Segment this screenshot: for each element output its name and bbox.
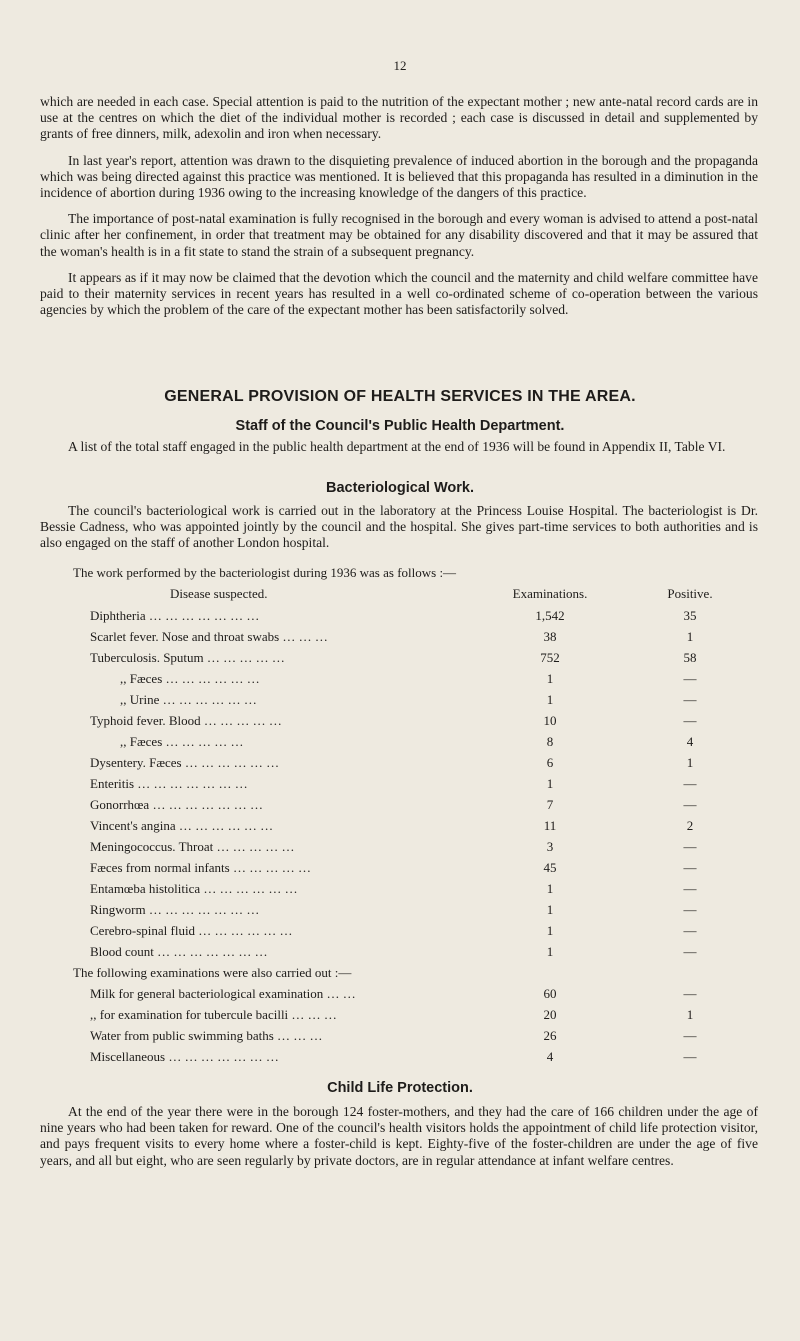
examinations-cell: 1 xyxy=(546,692,554,707)
table-row xyxy=(40,881,760,899)
table-row xyxy=(40,944,760,962)
positive-cell: — xyxy=(683,923,697,938)
bacteriological-text xyxy=(40,503,758,562)
disease-cell: Miscellaneous … … … … … … … xyxy=(90,1049,279,1064)
additional-intro-text: The following examinations were also carried out :— xyxy=(73,965,352,980)
positive-cell: — xyxy=(683,797,697,812)
table-row xyxy=(40,671,760,689)
section-heading-general-provision: GENERAL PROVISION OF HEALTH SERVICES IN THE AREA. xyxy=(164,388,636,405)
table-row xyxy=(40,1007,760,1025)
table-row xyxy=(40,797,760,815)
examinations-cell: 1 xyxy=(546,902,554,917)
disease-cell: ,, for examination for tubercule bacilli … … … xyxy=(90,1007,337,1022)
disease-cell: Diphtheria … … … … … … … xyxy=(90,608,260,623)
disease-cell: Cerebro-spinal fluid … … … … … … xyxy=(90,923,293,938)
examinations-cell: 10 xyxy=(543,713,557,728)
table-row xyxy=(40,629,760,647)
table-header-row xyxy=(40,586,760,604)
disease-cell: Gonorrhœa … … … … … … … xyxy=(90,797,263,812)
disease-cell: ,, Urine … … … … … … xyxy=(120,692,257,707)
bacteriology-table xyxy=(40,565,760,1064)
table-row xyxy=(40,734,760,752)
subheading-staff: Staff of the Council's Public Health Department. xyxy=(235,418,565,434)
page-number: 12 xyxy=(393,58,407,73)
disease-cell: ,, Fæces … … … … … xyxy=(120,734,244,749)
staff-text xyxy=(40,439,758,465)
table-row xyxy=(40,902,760,920)
disease-cell: Meningococcus. Throat … … … … … xyxy=(90,839,295,854)
staff-paragraph: A list of the total staff engaged in the public health department at the end of 1936 will be found in Appendix II, Table VI. xyxy=(68,439,726,454)
examinations-cell: 1,542 xyxy=(535,608,565,623)
examinations-cell: 7 xyxy=(546,797,554,812)
examinations-cell: 3 xyxy=(546,839,554,854)
positive-cell: 4 xyxy=(686,734,694,749)
positive-cell: — xyxy=(683,1049,697,1064)
positive-cell: — xyxy=(683,986,697,1001)
table-row xyxy=(40,692,760,710)
table-row xyxy=(40,713,760,731)
table-row xyxy=(40,839,760,857)
child-paragraph: At the end of the year there were in the borough 124 foster-mothers, and they had the care of 166 children under the age of nine years who had been taken for reward. One of the council's health visitors holds the appointment of child life protection visitor, and pays frequent visits to every home where a foster-child is kept. Eighty-five of the foster-children are under the age of five years, and all but eight, who are seen regularly by private doctors, are in regular attendance at infant welfare centres. xyxy=(40,1104,758,1168)
examinations-cell: 1 xyxy=(546,923,554,938)
examinations-cell: 1 xyxy=(546,671,554,686)
disease-cell: Fæces from normal infants … … … … … xyxy=(90,860,311,875)
positive-cell: 1 xyxy=(686,629,694,644)
intro-paragraph: which are needed in each case. Special attention is paid to the nutrition of the expectant mother ; new ante-natal record cards are in use at the centres on which the diet of the individual mother is recorded ; each case is discussed in detail and supplemented by grants of free dinners, milk, adexolin and iron when necessary. xyxy=(40,94,758,142)
disease-cell: Tuberculosis. Sputum … … … … … xyxy=(90,650,285,665)
positive-cell: — xyxy=(683,839,697,854)
positive-cell: 1 xyxy=(686,755,694,770)
positive-cell: — xyxy=(683,902,697,917)
table-row xyxy=(40,860,760,878)
table-row xyxy=(40,776,760,794)
subheading-child-life-protection: Child Life Protection. xyxy=(327,1080,473,1096)
examinations-cell: 8 xyxy=(546,734,554,749)
examinations-cell: 26 xyxy=(543,1028,557,1043)
disease-cell: Water from public swimming baths … … … xyxy=(90,1028,323,1043)
examinations-cell: 60 xyxy=(543,986,557,1001)
positive-cell: 2 xyxy=(686,818,694,833)
intro-paragraph: In last year's report, attention was drawn to the disquieting prevalence of induced abortion in the borough and the propaganda which was being directed against this practice was mentioned. It is believed that this propaganda has resulted in a diminution in the incidence of abortion during 1936 owing to the increasing knowledge of the dangers of this practice. xyxy=(40,152,758,201)
disease-cell: Typhoid fever. Blood … … … … … xyxy=(90,713,282,728)
table-row xyxy=(40,986,760,1004)
positive-cell: — xyxy=(683,671,697,686)
disease-cell: Dysentery. Fæces … … … … … … xyxy=(90,755,280,770)
table-row xyxy=(40,755,760,773)
table-row xyxy=(40,1049,760,1067)
positive-cell: — xyxy=(683,1028,697,1043)
disease-cell: Ringworm … … … … … … … xyxy=(90,902,260,917)
table-row xyxy=(40,1028,760,1046)
examinations-cell: 1 xyxy=(546,944,554,959)
examinations-cell: 45 xyxy=(543,860,557,875)
positive-cell: — xyxy=(683,692,697,707)
disease-cell: ,, Fæces … … … … … … xyxy=(120,671,260,686)
additional-intro xyxy=(40,965,760,983)
bacteriological-paragraph: The council's bacteriological work is carried out in the laboratory at the Princess Louise Hospital. The bacteriologist is Dr. Bessie Cadness, who was appointed jointly by the council and the hospital. She gives part-time services to both authorities and is also engaged on the staff of another London hospital. xyxy=(40,503,758,551)
intro-text xyxy=(40,94,758,328)
disease-cell: Blood count … … … … … … … xyxy=(90,944,268,959)
examinations-cell: 38 xyxy=(543,629,557,644)
column-header-positive: Positive. xyxy=(667,586,713,601)
disease-cell: Vincent's angina … … … … … … xyxy=(90,818,274,833)
disease-cell: Milk for general bacteriological examination … … xyxy=(90,986,356,1001)
positive-cell: — xyxy=(683,944,697,959)
table-intro-text: The work performed by the bacteriologist during 1936 was as follows :— xyxy=(73,565,457,580)
examinations-cell: 752 xyxy=(540,650,560,665)
positive-cell: 1 xyxy=(686,1007,694,1022)
table-row xyxy=(40,923,760,941)
disease-cell: Enteritis … … … … … … … xyxy=(90,776,248,791)
examinations-cell: 1 xyxy=(546,776,554,791)
examinations-cell: 20 xyxy=(543,1007,557,1022)
table-intro xyxy=(40,565,760,583)
intro-paragraph: It appears as if it may now be claimed that the devotion which the council and the maternity and child welfare committee have paid to their maternity services in recent years has resulted in a well co-ordinated scheme of co-operation between the various agencies by which the problem of the care of the expectant mother has been satisfactorily solved. xyxy=(40,269,758,318)
intro-paragraph: The importance of post-natal examination is fully recognised in the borough and every woman is advised to attend a post-natal clinic after her confinement, in order that treatment may be obtained for any disability discovered and that it may be assured that the woman's health is in a fit state to stand the strain of a subsequent pregnancy. xyxy=(40,211,758,259)
examinations-cell: 6 xyxy=(546,755,554,770)
subheading-bacteriological-work: Bacteriological Work. xyxy=(326,480,474,496)
table-row xyxy=(40,650,760,668)
examinations-cell: 1 xyxy=(546,881,554,896)
positive-cell: 35 xyxy=(683,608,697,623)
positive-cell: 58 xyxy=(683,650,697,665)
column-header-examinations: Examinations. xyxy=(512,586,588,601)
column-header-disease: Disease suspected. xyxy=(170,586,268,601)
positive-cell: — xyxy=(683,860,697,875)
positive-cell: — xyxy=(683,713,697,728)
table-row xyxy=(40,608,760,626)
positive-cell: — xyxy=(683,776,697,791)
examinations-cell: 11 xyxy=(543,818,557,833)
examinations-cell: 4 xyxy=(546,1049,554,1064)
table-row xyxy=(40,818,760,836)
disease-cell: Entamœba histolitica … … … … … … xyxy=(90,881,298,896)
child-text xyxy=(40,1104,758,1179)
positive-cell: — xyxy=(683,881,697,896)
disease-cell: Scarlet fever. Nose and throat swabs … … … xyxy=(90,629,328,644)
